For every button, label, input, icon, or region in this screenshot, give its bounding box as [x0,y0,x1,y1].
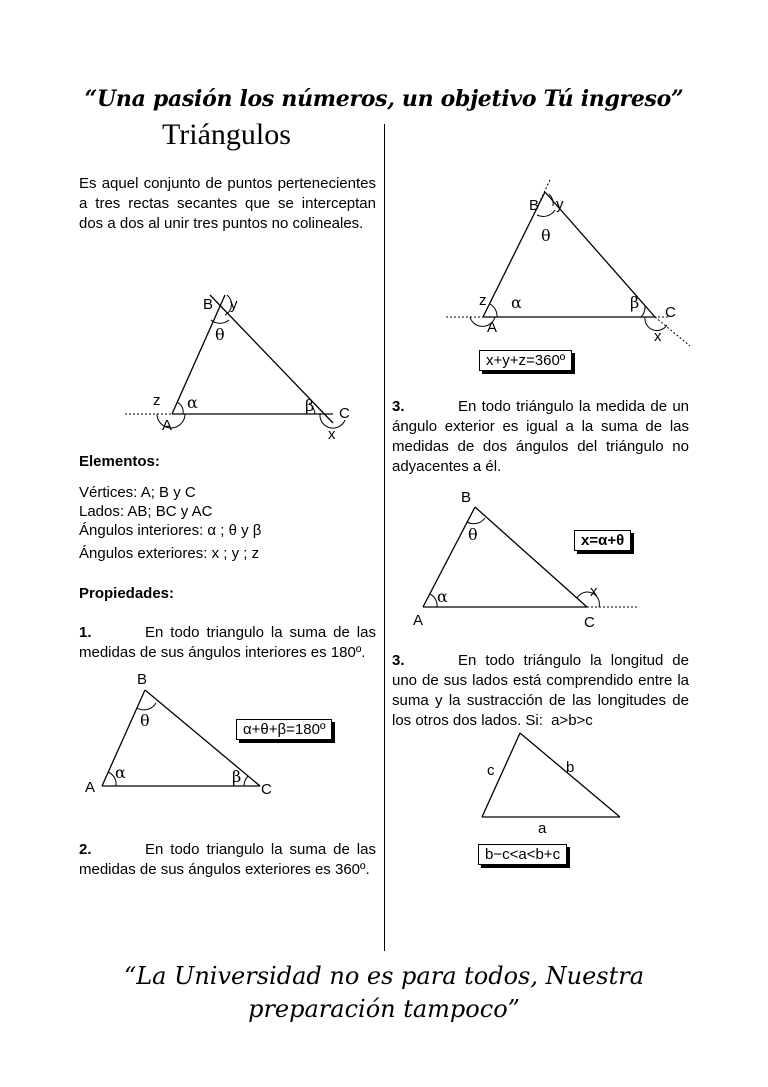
property-1 [79,623,376,663]
angle-label-beta: β [305,396,315,415]
angle-label-alpha: α [437,587,448,606]
column-divider [384,124,385,951]
propiedades-heading: Propiedades: [79,585,175,602]
angle-label-beta: β [232,767,242,786]
angle-label-theta: θ [541,226,551,245]
angle-label-theta: θ [215,325,225,344]
angle-arc-alpha [177,402,183,414]
vertex-label-a: A [487,319,498,336]
vertex-label-c: C [261,781,272,798]
footer-quote [0,960,768,1026]
property-3-text: En todo triángulo la medida de un ángulo exterior es igual a la suma de las medidas de dos ángulos del triángulo no adyacentes a él. [392,398,689,475]
angle-label-alpha: α [511,293,522,312]
lados-text: Lados: AB; BC y AC [79,503,213,520]
property-1-number: 1. [79,624,92,641]
vertex-label-a: A [162,417,173,434]
angle-label-x: x [590,583,598,600]
angle-label-z: z [153,392,161,409]
footer-quote-line-2: preparación tampoco” [248,995,520,1023]
vertex-label-b: B [529,197,540,214]
vertex-label-b: B [461,489,472,506]
elementos-heading: Elementos: [79,453,160,470]
property-4-condition: a>b>c [551,712,593,729]
triangle-diagram-sides [470,725,640,840]
formula-interior-sum: α+θ+β=180º [236,719,332,740]
angle-arc-theta [467,518,485,524]
vertex-label-c: C [339,405,350,422]
formula-exterior-theorem: x=α+θ [574,530,631,551]
vertex-label-b: B [137,671,148,688]
angle-label-x: x [654,328,662,345]
angle-label-alpha: α [187,393,198,412]
header-quote: “Una pasión los números, un objetivo Tú ingreso” [84,86,684,112]
angle-label-y: y [556,196,564,213]
footer-quote-line-1: “La Universidad no es para todos, Nuestra [123,962,645,990]
side-label-b: b [566,759,575,776]
property-2 [79,840,376,880]
side-bc [475,507,587,607]
side-ab [172,295,225,414]
side-bc [210,295,333,423]
definition-text: Es aquel conjunto de puntos pertenecientes a tres rectas secantes que se interceptan dos a dos al unir tres puntos no colineales. [79,175,376,232]
property-4 [392,651,689,731]
angle-label-beta: β [630,293,640,312]
page-title: Triángulos [162,118,291,151]
vertices-text: Vértices: A; B y C [79,484,196,501]
vertex-label-c: C [665,304,676,321]
triangle-diagram-exterior-2 [445,170,700,350]
angle-label-z: z [479,292,487,309]
angle-arc-theta [137,703,156,710]
vertex-label-b: B [203,296,214,313]
angle-arc-y [549,194,553,206]
formula-exterior-sum: x+y+z=360º [479,350,572,371]
side-label-a: a [538,820,547,837]
property-3 [392,397,689,477]
angle-arc-beta [244,776,248,786]
property-2-text: En todo triangulo la suma de las medidas de sus ángulos exteriores es 360º. [79,841,376,878]
angle-arc-beta [641,306,645,317]
angle-label-x: x [328,426,336,443]
vertex-label-a: A [413,612,424,629]
exterior-angles-text: Ángulos exteriores: x ; y ; z [79,545,260,562]
formula-side-inequality: b−c<a<b+c [478,844,567,865]
angle-label-alpha: α [115,763,126,782]
property-4-number: 3. [392,652,405,669]
triangle-diagram-exterior [115,290,375,450]
property-3-number: 3. [392,398,405,415]
vertex-label-c: C [584,614,595,631]
angle-label-theta: θ [468,525,478,544]
property-4-text: En todo triángulo la longitud de uno de sus lados está comprendido entre la suma y la sustracción de las longitudes de los otros dos lados. Si: [392,652,689,729]
vertex-label-a: A [85,779,96,796]
side-label-c: c [487,762,495,779]
triangle-diagram-exterior-theorem [405,482,645,632]
angle-label-theta: θ [140,711,150,730]
property-1-text: En todo triangulo la suma de las medidas de sus ángulos interiores es 180º. [79,624,376,661]
angle-arc-alpha [490,304,497,317]
property-2-number: 2. [79,841,92,858]
angle-arc-theta [537,210,555,216]
angle-label-y: y [230,296,238,313]
interior-angles-text: Ángulos interiores: α ; θ y β [79,522,262,539]
